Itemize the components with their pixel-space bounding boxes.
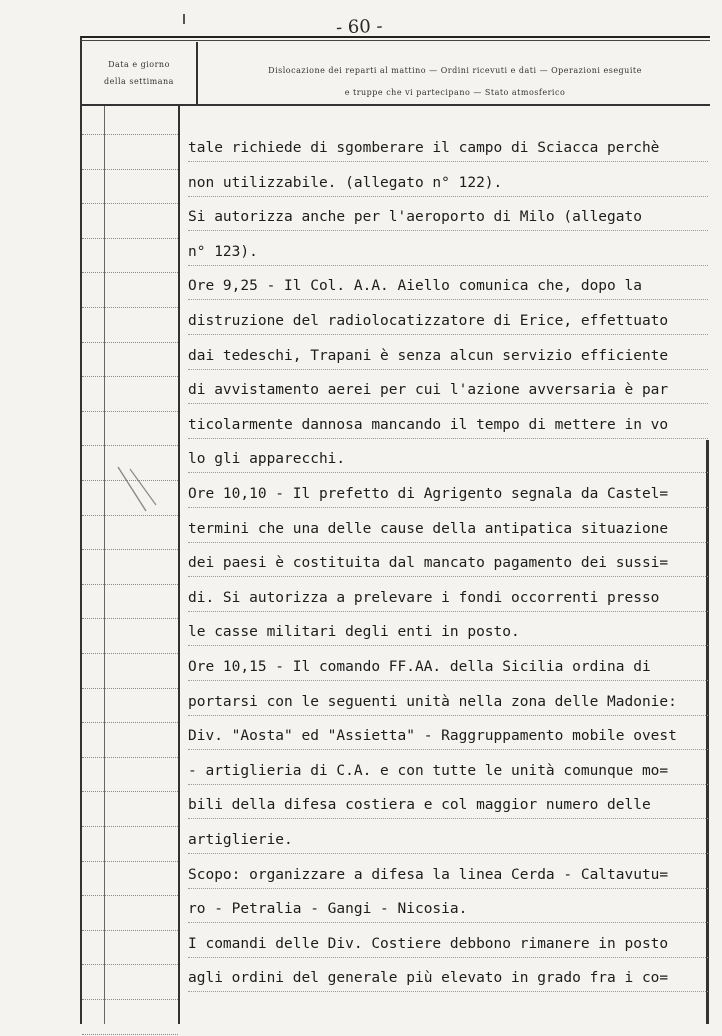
header-content-column <box>200 42 710 104</box>
margin-ruled-line <box>82 930 178 932</box>
text-line: - artiglieria di C.A. e con tutte le unità comunque mo= <box>188 757 708 785</box>
margin-ruled-line <box>82 757 178 759</box>
text-line: artiglierie. <box>188 826 708 854</box>
header-content-line-1: Dislocazione dei reparti al mattino — Ordini ricevuti e dati — Operazioni eseguite <box>268 66 642 75</box>
margin-ruled-line <box>82 411 178 413</box>
frame-double-rule <box>80 40 710 41</box>
text-line: Ore 9,25 - Il Col. A.A. Aiello comunica che, dopo la <box>188 272 708 300</box>
text-line: Scopo: organizzare a difesa la linea Cerda - Caltavutu= <box>188 861 708 889</box>
text-line: ro - Petralia - Gangi - Nicosia. <box>188 895 708 923</box>
margin-ruled-line <box>82 307 178 309</box>
text-line: I comandi delle Div. Costiere debbono rimanere in posto <box>188 930 708 958</box>
margin-ruled-line <box>82 515 178 517</box>
date-column-rule <box>178 106 180 1024</box>
header-divider <box>82 104 710 106</box>
text-line: distruzione del radiolocatizzatore di Erice, effettuato <box>188 307 708 335</box>
text-line: non utilizzabile. (allegato n° 122). <box>188 169 708 197</box>
margin-ruled-line <box>82 722 178 724</box>
margin-column-rule <box>104 106 105 1024</box>
margin-ruled-line <box>82 618 178 620</box>
text-line: lo gli apparecchi. <box>188 445 708 473</box>
margin-ruled-line <box>82 895 178 897</box>
margin-ruled-line <box>82 584 178 586</box>
margin-ruled-line <box>82 238 178 240</box>
margin-ruled-line <box>82 203 178 205</box>
margin-ruled-line <box>82 791 178 793</box>
margin-ruled-line <box>82 549 178 551</box>
pencil-scribble <box>116 465 166 515</box>
margin-ruled-line <box>82 445 178 447</box>
text-line: di avvistamento aerei per cui l'azione avversaria è par <box>188 376 708 404</box>
margin-ruled-line <box>82 653 178 655</box>
margin-ruled-line <box>82 169 178 171</box>
text-line: tale richiede di sgomberare il campo di Sciacca perchè <box>188 134 708 162</box>
margin-ruled-line <box>82 480 178 482</box>
page-number: - 60 - <box>335 15 383 39</box>
margin-ruled-line <box>82 376 178 378</box>
header-date-column <box>82 42 198 104</box>
margin-ruled-line <box>82 342 178 344</box>
margin-ruled-line <box>82 134 178 136</box>
margin-ruled-line <box>82 861 178 863</box>
header-date-line-2: della settimana <box>104 77 174 86</box>
text-line: di. Si autorizza a prelevare i fondi occorrenti presso <box>188 584 708 612</box>
text-line: agli ordini del generale più elevato in grado fra i co= <box>188 964 708 992</box>
text-line: Si autorizza anche per l'aeroporto di Milo (allegato <box>188 203 708 231</box>
text-line: Ore 10,15 - Il comando FF.AA. della Sicilia ordina di <box>188 653 708 681</box>
margin-ruled-line <box>82 999 178 1001</box>
header-date-line-1: Data e giorno <box>108 60 170 69</box>
text-line: ticolarmente dannosa mancando il tempo di mettere in vo <box>188 411 708 439</box>
text-line: portarsi con le seguenti unità nella zona delle Madonie: <box>188 688 708 716</box>
text-line: termini che una delle cause della antipatica situazione <box>188 515 708 543</box>
text-line: dai tedeschi, Trapani è senza alcun servizio efficiente <box>188 342 708 370</box>
text-line: le casse militari degli enti in posto. <box>188 618 708 646</box>
text-line: dei paesi è costituita dal mancato pagamento dei sussi= <box>188 549 708 577</box>
text-line: Div. "Aosta" ed "Assietta" - Raggruppamento mobile ovest <box>188 722 708 750</box>
margin-ruled-line <box>82 272 178 274</box>
text-line: Ore 10,10 - Il prefetto di Agrigento segnala da Castel= <box>188 480 708 508</box>
margin-ruled-line <box>82 826 178 828</box>
text-line: bili della difesa costiera e col maggior numero delle <box>188 791 708 819</box>
margin-ruled-line <box>82 688 178 690</box>
margin-ruled-line <box>82 1034 178 1036</box>
text-line: n° 123). <box>188 238 708 266</box>
margin-ruled-line <box>82 964 178 966</box>
header-content-line-2: e truppe che vi partecipano — Stato atmosferico <box>344 88 566 97</box>
pencil-tick-mark <box>183 14 185 24</box>
